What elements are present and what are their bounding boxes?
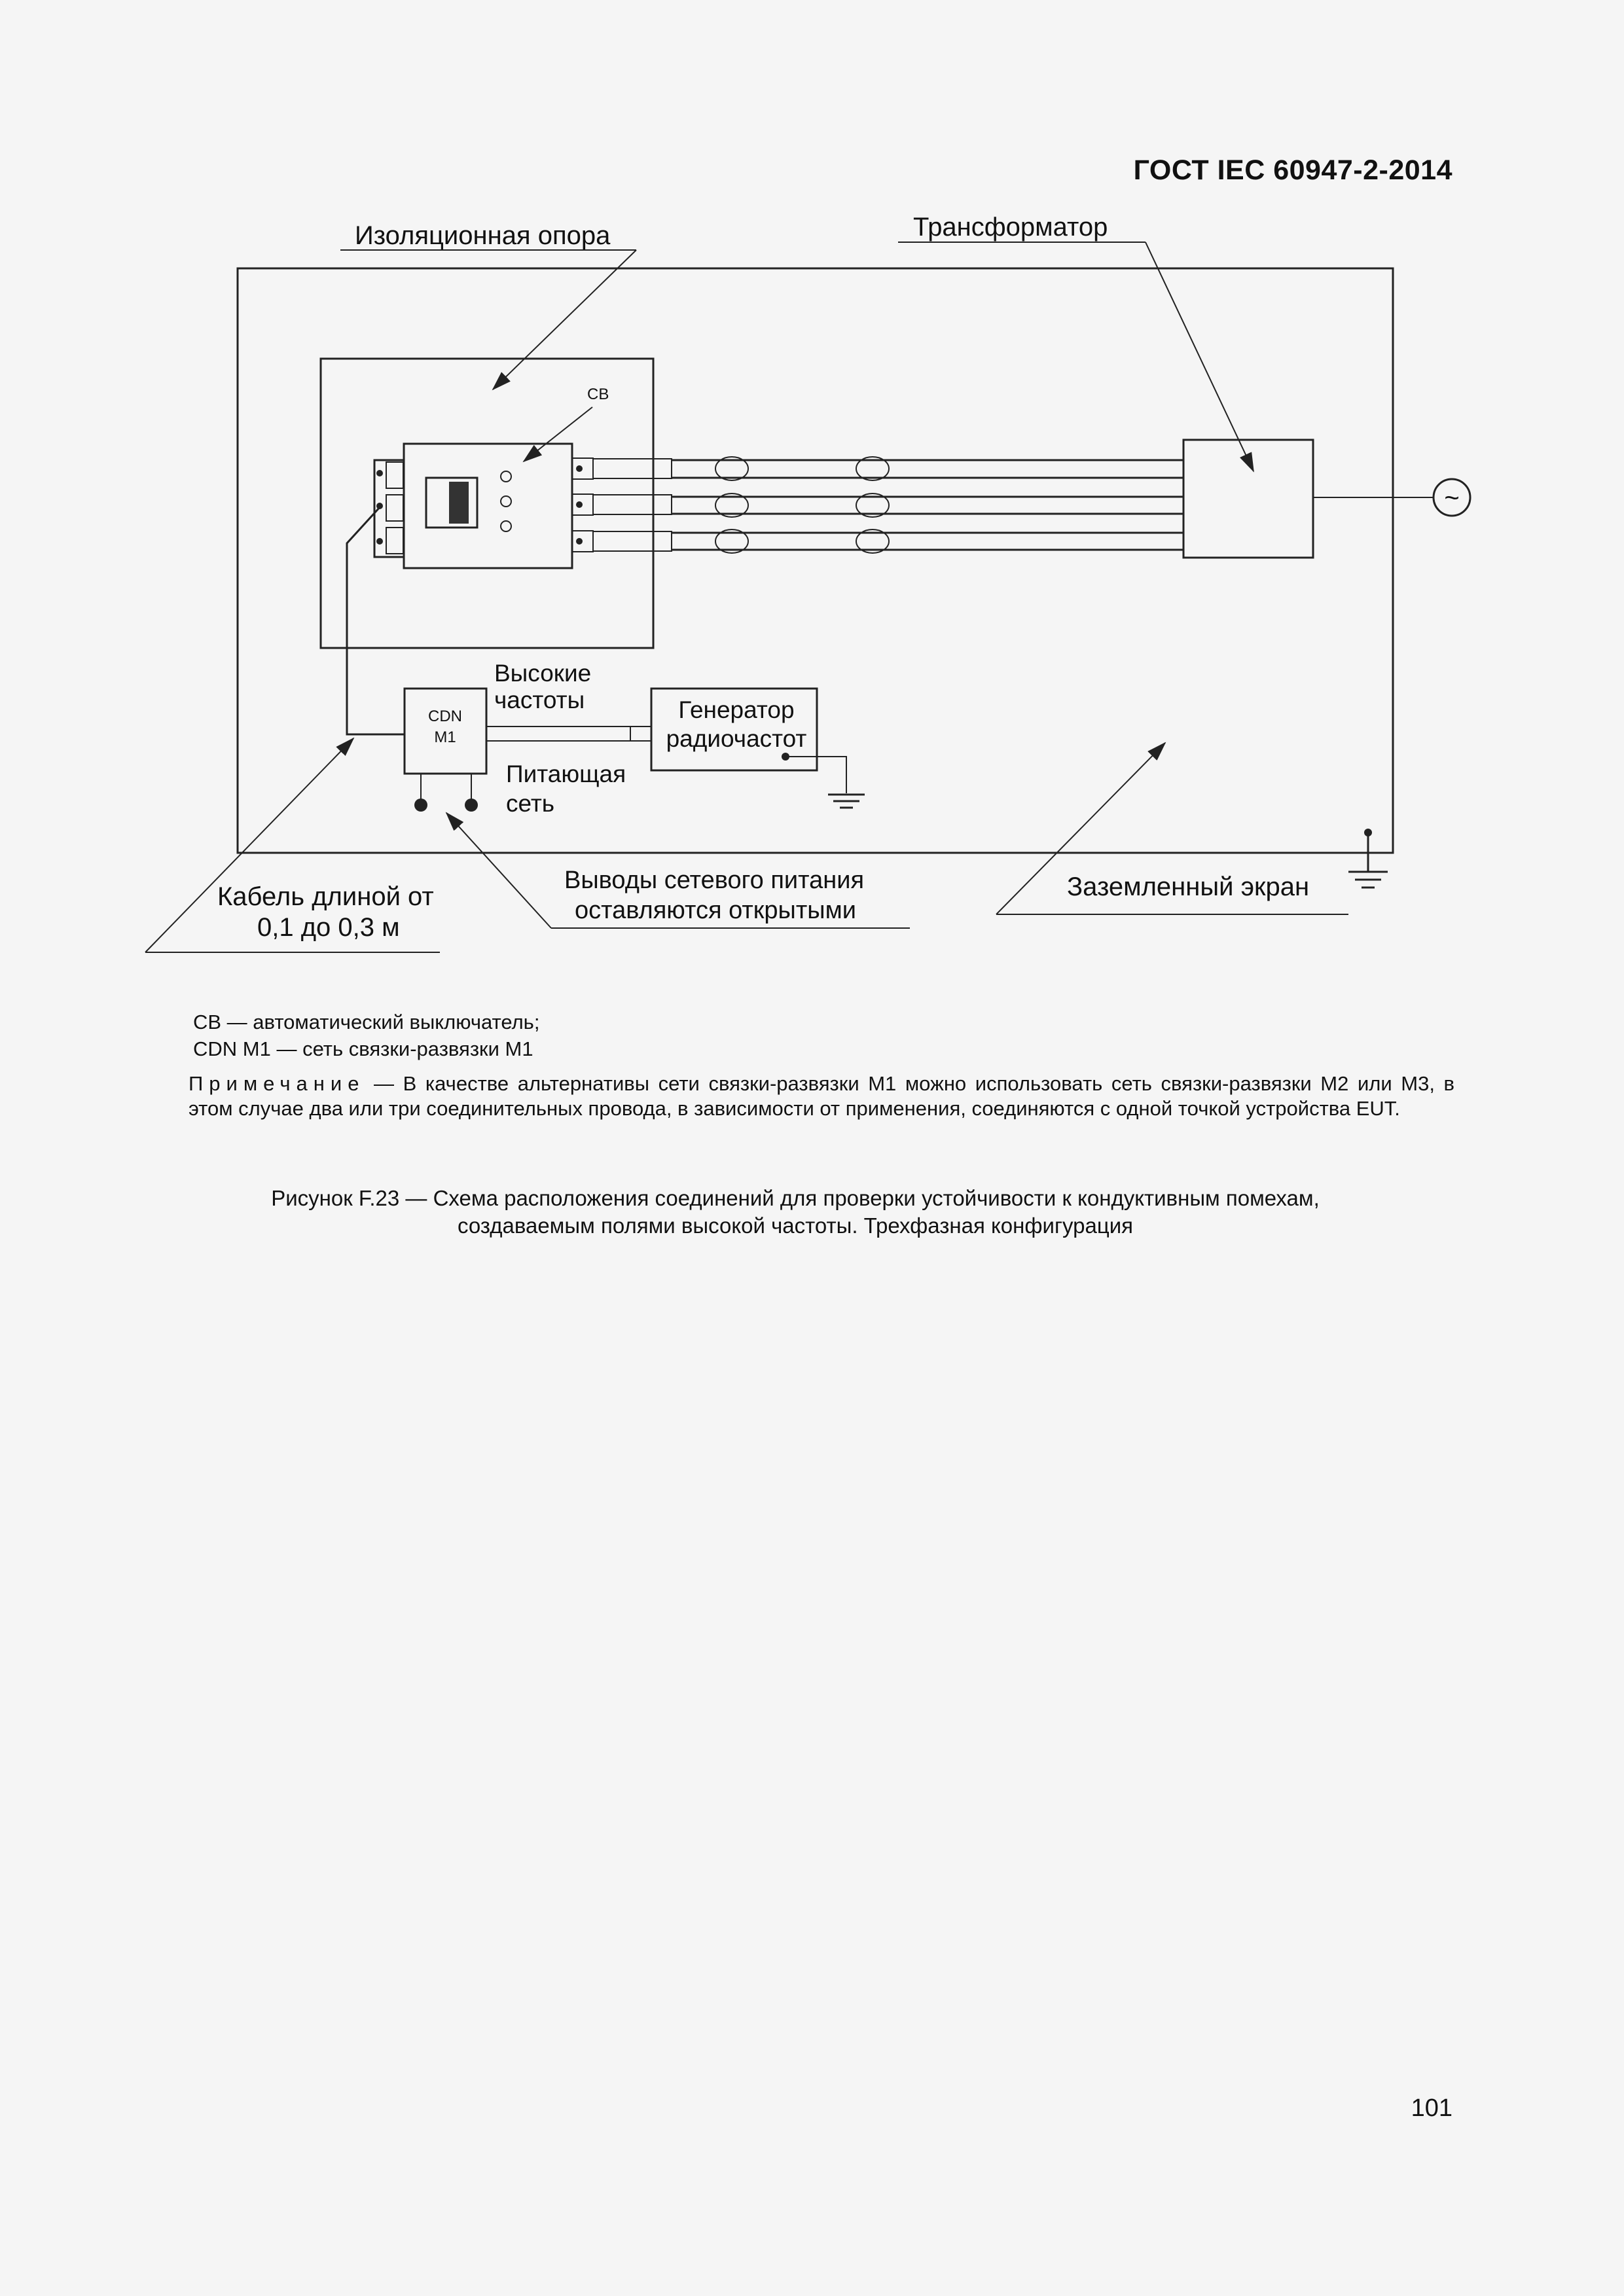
high-frequency-label: частоты <box>494 687 585 713</box>
note-label: Примечание <box>189 1072 365 1095</box>
figure-caption <box>131 1185 1460 1240</box>
mains-label: сеть <box>506 790 555 817</box>
svg-text:Генератор: Генератор <box>678 696 795 723</box>
transformer <box>1183 440 1313 558</box>
legend-cdn: CDN M1 — сеть связки-развязки M1 <box>193 1037 533 1060</box>
insulating-support-label: Изоляционная опора <box>355 221 611 250</box>
ground-icon <box>1348 829 1388 888</box>
svg-text:радиочастот: радиочастот <box>666 725 807 752</box>
open-mains-terminal <box>465 798 478 812</box>
connection-diagram <box>0 0 1624 982</box>
open-outputs-label: оставляются открытыми <box>575 897 856 924</box>
grounded-screen <box>238 268 1393 853</box>
note-text: — В качестве альтернативы сети связки-развязки M1 можно использовать сеть связки-развязки M2 или M3, в этом случае два или три соединительных провода, в зависимости от применения, соединяются с одной точкой устройства EUT. <box>189 1072 1454 1120</box>
note <box>189 1071 1454 1121</box>
open-mains-terminal <box>414 798 427 812</box>
svg-text:~: ~ <box>1444 484 1460 512</box>
mains-label: Питающая <box>506 761 626 787</box>
open-outputs-label: Выводы сетевого питания <box>564 867 865 894</box>
ac-source-icon <box>1434 479 1470 516</box>
cable-length-label: 0,1 до 0,3 м <box>257 913 400 942</box>
caption-line: создаваемым полями высокой частоты. Трехфазная конфигурация <box>457 1213 1134 1238</box>
circuit-breaker <box>374 444 593 568</box>
cable-length-label: Кабель длиной от <box>217 882 434 911</box>
svg-text:CDN: CDN <box>428 708 462 725</box>
cdn-m1 <box>405 689 486 812</box>
document-code: ГОСТ IEC 60947-2-2014 <box>1133 154 1453 186</box>
transformer-label: Трансформатор <box>913 213 1108 242</box>
grounded-screen-label: Заземленный экран <box>1067 872 1310 901</box>
rf-generator <box>651 689 865 808</box>
three-phase-cables <box>593 457 1183 553</box>
legend-cb: CB — автоматический выключатель; <box>193 1011 540 1033</box>
high-frequency-label: Высокие <box>494 660 592 687</box>
cb-label: CB <box>587 386 609 403</box>
caption-line: Рисунок F.23 — Схема расположения соединений для проверки устойчивости к кондуктивным помехам, <box>271 1186 1320 1210</box>
svg-text:M1: M1 <box>434 728 456 746</box>
page-number: 101 <box>1411 2094 1453 2122</box>
